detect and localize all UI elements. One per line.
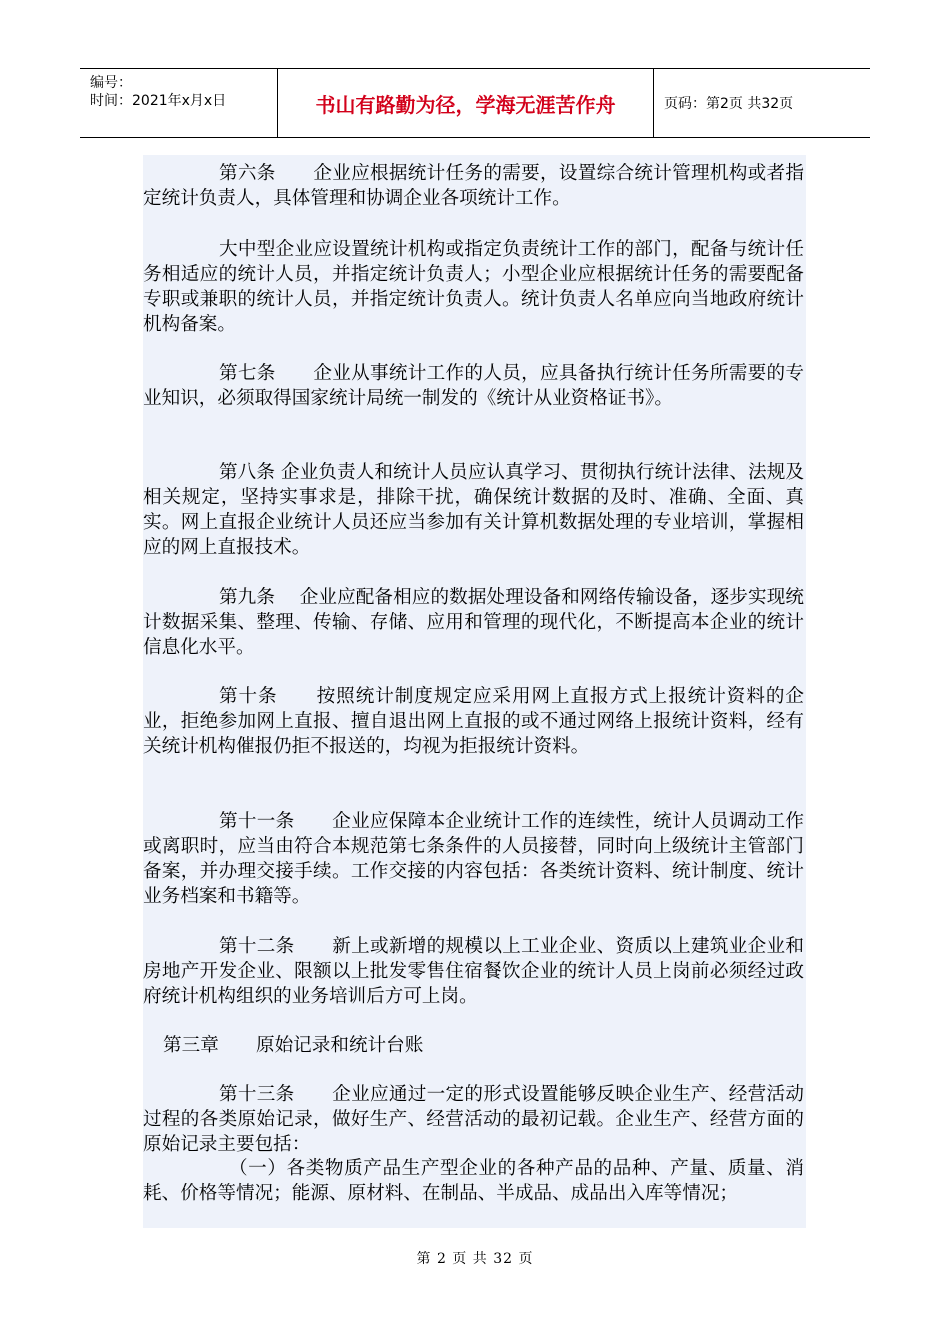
article-11: 第十一条 企业应保障本企业统计工作的连续性，统计人员调动工作或离职时，应当由符合本规范第七条条件的人员接替，同时向上级统计主管部门备案，并办理交接手续。工作交接的内容包括：各类统计资料、统计制度、统计业务档案和书籍等。 — [143, 811, 804, 907]
article-6: 第六条 企业应根据统计任务的需要，设置综合统计管理机构或者指定统计负责人，具体管理和协调企业各项统计工作。 — [143, 163, 804, 209]
header-page-info: 页码：第2页 共32页 — [664, 96, 794, 112]
chapter-3-heading: 第三章 原始记录和统计台账 — [163, 1035, 424, 1056]
article-8: 第八条 企业负责人和统计人员应认真学习、贯彻执行统计法律、法规及相关规定，坚持实事求是，排除干扰，确保统计数据的及时、准确、全面、真实。网上直报企业统计人员还应当参加有关计算机数据处理的专业培训，掌握相应的网上直报技术。 — [143, 462, 804, 558]
article-7: 第七条 企业从事统计工作的人员，应具备执行统计任务所需要的专业知识，必须取得国家统计局统一制发的《统计从业资格证书》。 — [143, 363, 804, 409]
document-number-label: 编号： — [90, 75, 132, 91]
page-footer: 第 2 页 共 32 页 — [416, 1251, 534, 1267]
article-9: 第九条 企业应配备相应的数据处理设备和网络传输设备，逐步实现统计数据采集、整理、传输、存储、应用和管理的现代化，不断提高本企业的统计信息化水平。 — [143, 587, 804, 658]
article-6-paragraph-2: 大中型企业应设置统计机构或指定负责统计工作的部门，配备与统计任务相适应的统计人员，并指定统计负责人；小型企业应根据统计任务的需要配备专职或兼职的统计人员，并指定统计负责人。统计负责人名单应向当地政府统计机构备案。 — [143, 239, 804, 335]
page-header — [80, 68, 870, 138]
header-motto: 书山有路勤为径，学海无涯苦作舟 — [278, 69, 654, 137]
article-13: 第十三条 企业应通过一定的形式设置能够反映企业生产、经营活动过程的各类原始记录，做好生产、经营活动的最初记载。企业生产、经营方面的原始记录主要包括： — [143, 1084, 804, 1155]
article-12: 第十二条 新上或新增的规模以上工业企业、资质以上建筑业企业和房地产开发企业、限额以上批发零售住宿餐饮企业的统计人员上岗前必须经过政府统计机构组织的业务培训后方可上岗。 — [143, 936, 804, 1007]
article-10: 第十条 按照统计制度规定应采用网上直报方式上报统计资料的企业，拒绝参加网上直报、擅自退出网上直报的或不通过网络上报统计资料，经有关统计机构催报仍拒不报送的，均视为拒报统计资料。 — [143, 686, 804, 757]
document-body — [143, 155, 806, 1228]
document-date: 时间：2021年x月x日 — [90, 93, 227, 109]
article-13-item-1: （一）各类物质产品生产型企业的各种产品的品种、产量、质量、消耗、价格等情况；能源、原材料、在制品、半成品、成品出入库等情况； — [143, 1158, 804, 1204]
header-meta — [80, 69, 278, 137]
